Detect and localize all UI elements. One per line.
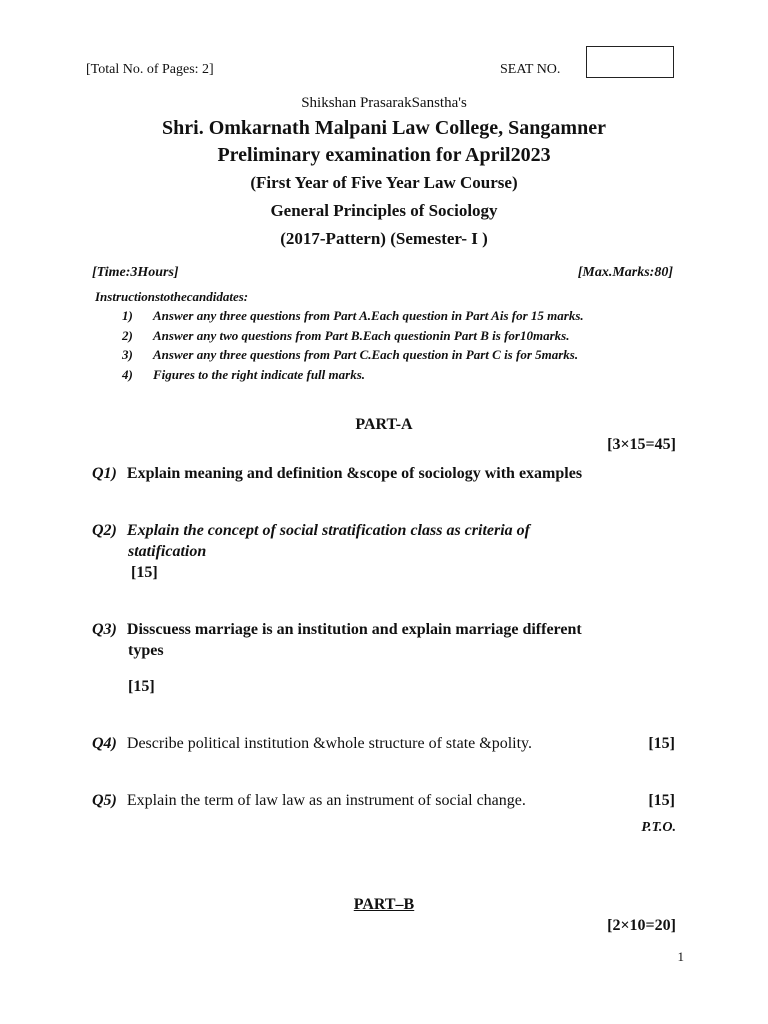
question-number: Q4) — [92, 735, 117, 752]
question-text: Explain meaning and definition &scope of sociology with examples — [126, 465, 583, 482]
question-3 — [92, 621, 582, 639]
question-4 — [92, 735, 532, 753]
subject-title: General Principles of Sociology — [270, 201, 498, 220]
part-b-title-text: PART–B — [353, 896, 415, 913]
college-name: Shri. Omkarnath Malpani Law College, Sangamner — [162, 117, 606, 139]
seat-number-box — [586, 46, 674, 78]
seat-number-label: SEAT NO. — [500, 62, 561, 77]
instruction-text: Figures to the right indicate full marks. — [153, 367, 366, 382]
question-5 — [92, 792, 526, 810]
question-number: Q3) — [92, 621, 117, 638]
instruction-text: Answer any three questions from Part A.Each question in Part Ais for 15 marks. — [153, 308, 584, 323]
question-marks: [15] — [131, 564, 158, 581]
question-marks: [15] — [648, 792, 675, 809]
instruction-item — [122, 308, 584, 324]
question-text: Explain the term of law law as an instrument of social change. — [126, 792, 526, 809]
question-text: Disscuess marriage is an institution and explain marriage different — [126, 621, 582, 638]
question-text-continued: statification — [128, 543, 207, 560]
instruction-number: 3) — [122, 347, 133, 362]
question-number: Q2) — [92, 522, 117, 539]
instruction-item — [122, 367, 365, 383]
question-text: Explain the concept of social stratification class as criteria of — [126, 522, 530, 539]
question-marks: [15] — [648, 735, 675, 752]
instruction-number: 4) — [122, 367, 133, 382]
question-2 — [92, 522, 530, 540]
part-a-title: PART-A — [355, 416, 413, 433]
instruction-number: 1) — [122, 308, 133, 323]
instruction-item — [122, 328, 569, 344]
question-number: Q5) — [92, 792, 117, 809]
part-b-marks: [2×10=20] — [607, 917, 676, 934]
exam-title: Preliminary examination for April2023 — [217, 144, 551, 166]
pattern-title: (2017-Pattern) (Semester- I ) — [280, 229, 488, 248]
please-turn-over: P.T.O. — [641, 820, 676, 835]
question-number: Q1) — [92, 465, 117, 482]
instruction-item — [122, 347, 578, 363]
instruction-text: Answer any three questions from Part C.Each question in Part C is for 5marks. — [153, 347, 579, 362]
instructions-heading: Instructionstothecandidates: — [95, 289, 249, 304]
max-marks: [Max.Marks:80] — [577, 265, 673, 280]
instruction-text: Answer any two questions from Part B.Each questionin Part B is for10marks. — [153, 328, 570, 343]
part-a-marks: [3×15=45] — [607, 436, 676, 453]
part-b-title — [0, 896, 768, 914]
course-title: (First Year of Five Year Law Course) — [250, 173, 518, 192]
instruction-number: 2) — [122, 328, 133, 343]
question-text-continued: types — [128, 642, 164, 659]
society-name: Shikshan PrasarakSanstha's — [301, 95, 467, 111]
exam-time: [Time:3Hours] — [92, 265, 179, 280]
question-marks: [15] — [128, 678, 155, 695]
question-1 — [92, 465, 582, 483]
total-pages: [Total No. of Pages: 2] — [86, 62, 214, 77]
page-number: 1 — [677, 949, 684, 964]
question-text: Describe political institution &whole structure of state &polity. — [126, 735, 532, 752]
